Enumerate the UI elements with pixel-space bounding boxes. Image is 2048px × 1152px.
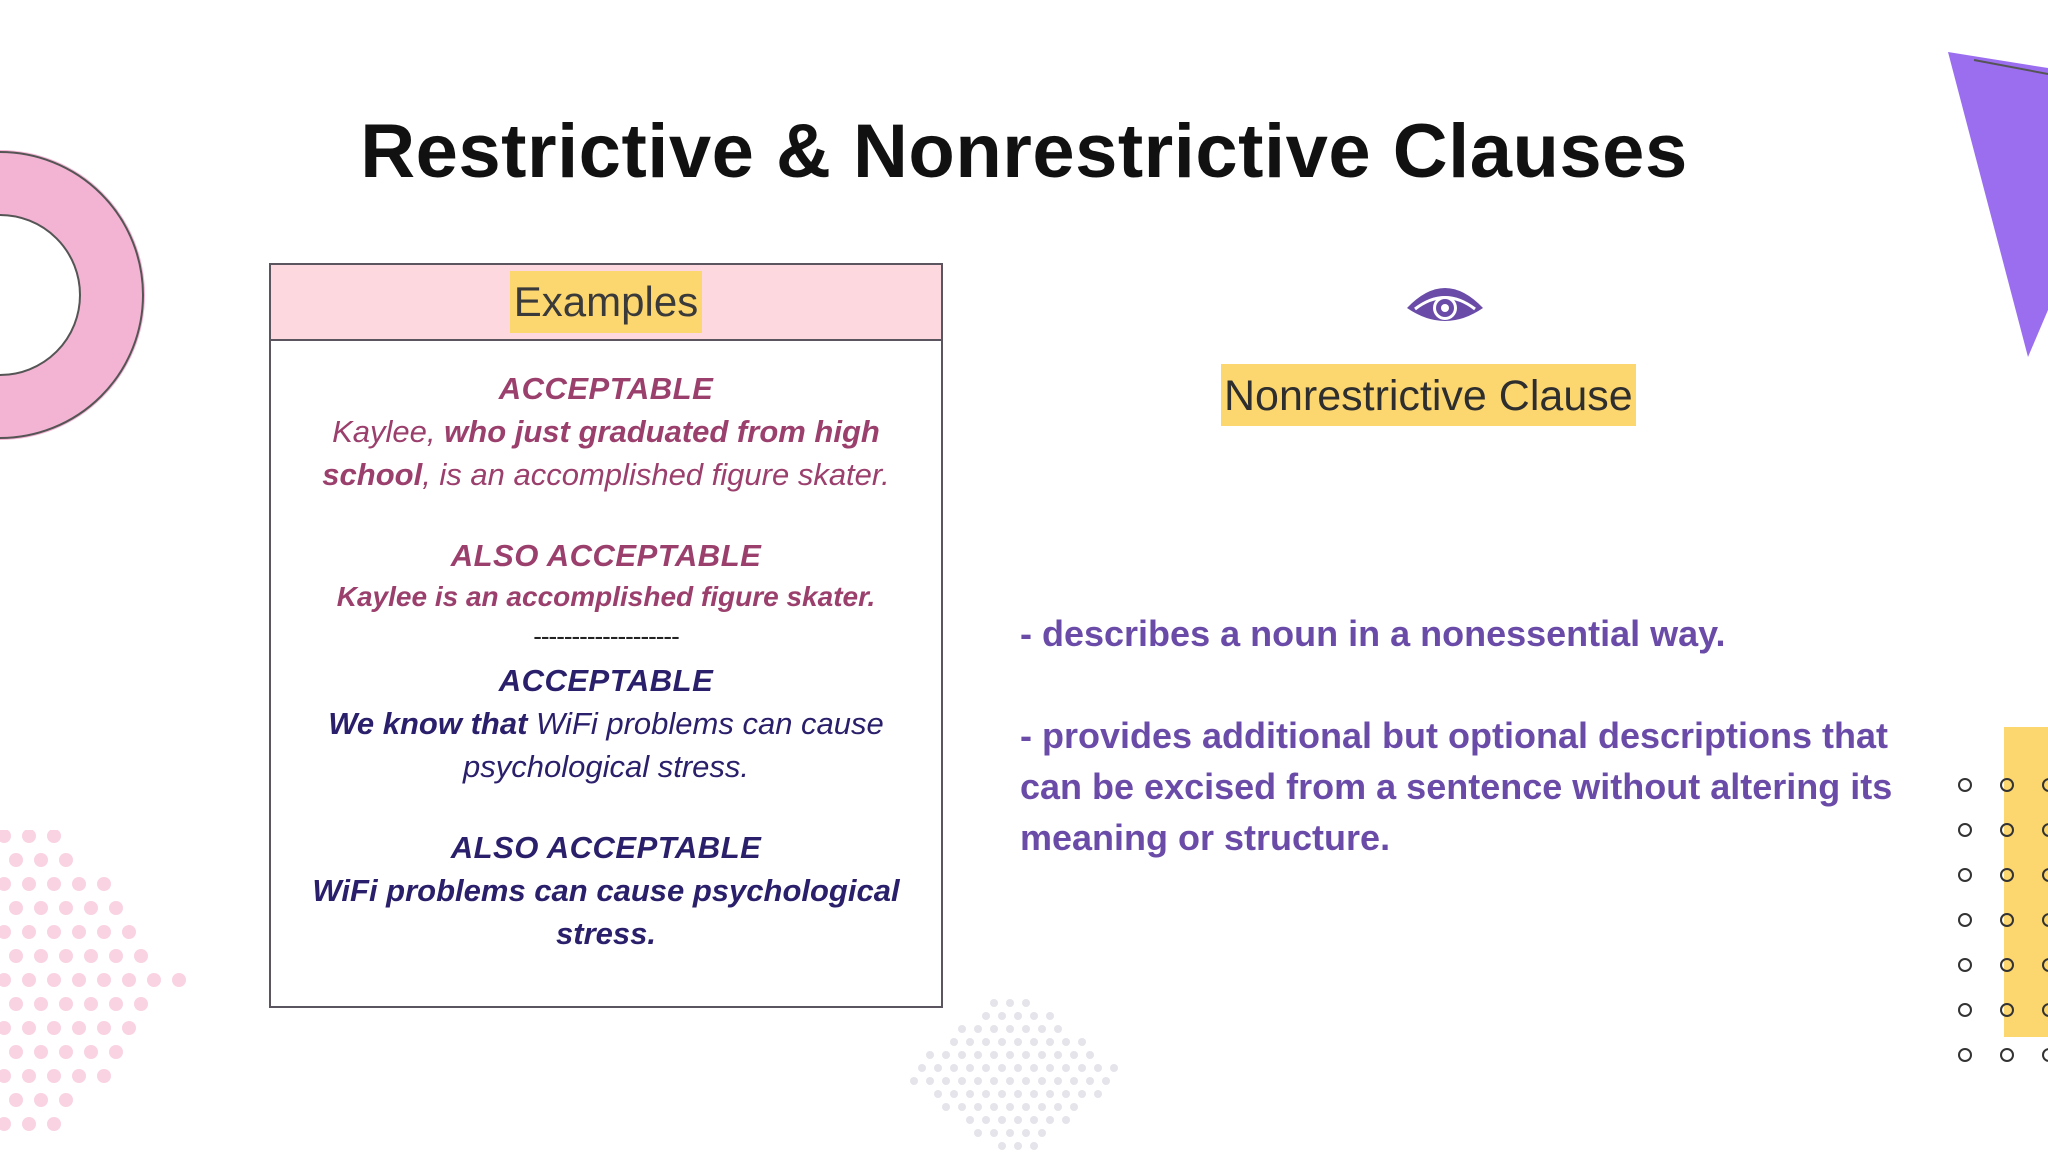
description-point-2: - provides additional but optional descriptions that can be excised from a sentence without altering its meaning or structure. — [1020, 715, 1893, 858]
pink-dot-pattern-decoration — [0, 830, 200, 1152]
sentence-clause: who just graduated from high school — [322, 414, 880, 492]
example-sentence — [271, 410, 941, 496]
eye-icon — [1405, 278, 1485, 334]
example-sentence: WiFi problems can cause psychological stress. — [312, 873, 900, 951]
example-sentence: Kaylee is an accomplished figure skater. — [336, 581, 876, 612]
example-block-2 — [271, 534, 941, 617]
example-heading: ALSO ACCEPTABLE — [450, 830, 762, 865]
divider: ------------------- — [533, 621, 679, 651]
example-heading: ACCEPTABLE — [498, 663, 714, 698]
examples-title: Examples — [510, 271, 702, 333]
sentence-clause: We know that — [328, 706, 528, 741]
purple-triangle-decoration — [1900, 30, 2048, 380]
examples-panel — [269, 263, 943, 1008]
examples-header — [271, 265, 941, 341]
sentence-part: Kaylee, — [332, 414, 445, 449]
sentence-part: , is an accomplished figure skater. — [422, 457, 890, 492]
example-heading: ALSO ACCEPTABLE — [450, 538, 762, 573]
grey-dot-pattern-decoration — [890, 995, 1130, 1152]
example-block-3 — [271, 659, 941, 788]
slide-title: Restrictive & Nonrestrictive Clauses — [360, 109, 1688, 194]
description-point-1: - describes a noun in a nonessential way. — [1020, 613, 1726, 654]
example-block-1 — [271, 367, 941, 496]
example-block-4 — [271, 826, 941, 955]
example-heading: ACCEPTABLE — [498, 371, 714, 406]
example-sentence — [271, 702, 941, 788]
circle-grid-decoration — [1950, 770, 2048, 1070]
sentence-part: WiFi problems can cause psychological stress. — [462, 706, 884, 784]
clause-label: Nonrestrictive Clause — [1221, 364, 1636, 426]
